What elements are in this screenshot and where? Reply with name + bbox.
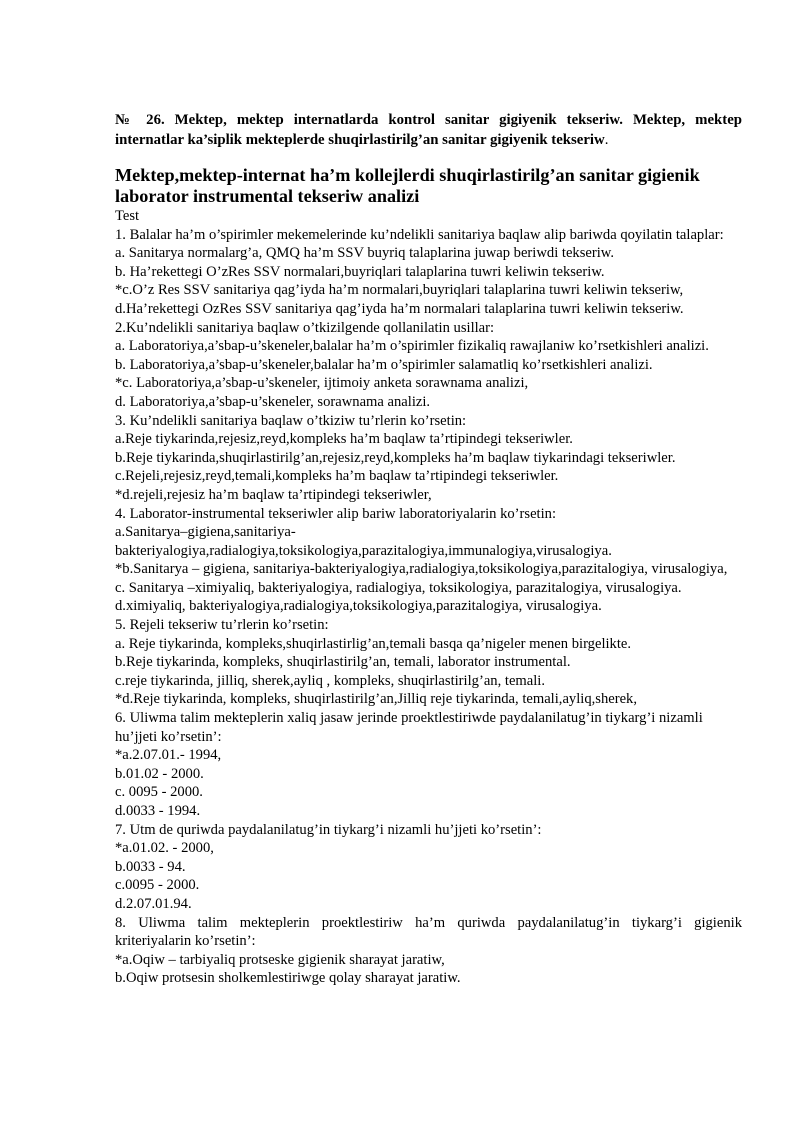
question-7-option-a: *a.01.02. - 2000,: [115, 840, 214, 857]
question-1-option-c: *c.O’z Res SSV sanitariya qag’iyda ha’m normalari,buyriqlari talaplarina tuwri keliwin tekseriw,: [115, 282, 684, 299]
section-heading-text: № 26. Mektep, mektep internatlarda kontrol sanitar gigiyenik tekseriw. Mektep, mektep internatlar ka’siplik mekteplerde shuqirlastirilg’an sanitar gigiyenik tekseriw: [115, 112, 742, 148]
section-heading-end: .: [604, 131, 609, 148]
question-2: 2.Ku’ndelikli sanitariya baqlaw o’tkizilgende qollanilatin usillar:: [115, 319, 495, 336]
document-page: [115, 111, 742, 988]
question-5: 5. Rejeli tekseriw tu’rlerin ko’rsetin:: [115, 617, 329, 634]
question-4-option-d: d.ximiyaliq, bakteriyalogiya,radialogiya,toksikologiya,parazitalogiya, virusalogiya.: [115, 598, 602, 615]
test-question-list: [115, 226, 742, 988]
question-3-option-c: c.Rejeli,rejesiz,reyd,temali,kompleks ha’m baqlaw ta’rtipindegi tekseriwler.: [115, 468, 559, 485]
section-heading: [115, 111, 742, 150]
question-6-option-a: *a.2.07.01.- 1994,: [115, 747, 222, 764]
question-6: 6. Uliwma talim mekteplerin xaliq jasaw jerinde proektlestiriwde paydalanilatug’in tiykarg’i nizamli hu’jjeti ko’rsetin’:: [115, 710, 703, 745]
question-8: 8. Uliwma talim mekteplerin proektlestiriw ha’m quriwda paydalanilatug’in tiykarg’i gigienik kriteriyalarin ko’rsetin’:: [115, 914, 742, 950]
question-3-option-b: b.Reje tiykarinda,shuqirlastirilg’an,rejesiz,reyd,kompleks ha’m baqlaw tiykarindagi tekseriwler.: [115, 449, 676, 466]
question-3-option-d: *d.rejeli,rejesiz ha’m baqlaw ta’rtipindegi tekseriwler,: [115, 486, 432, 503]
question-5-option-a: a. Reje tiykarinda, kompleks,shuqirlastirlig’an,temali basqa qa’nigeler menen birgelikte.: [115, 635, 632, 652]
question-5-option-b: b.Reje tiykarinda, kompleks, shuqirlastirilg’an, temali, laborator instrumental.: [115, 654, 571, 671]
question-7-option-d: d.2.07.01.94.: [115, 895, 192, 912]
question-6-option-c: c. 0095 - 2000.: [115, 784, 203, 801]
question-3-option-a: a.Reje tiykarinda,rejesiz,reyd,kompleks ha’m baqlaw ta’rtipindegi tekseriwler.: [115, 431, 573, 448]
question-5-option-d: *d.Reje tiykarinda, kompleks, shuqirlastirilg’an,Jilliq reje tiykarinda, temali,ayliq,sherek,: [115, 691, 638, 708]
question-2-option-c: *c. Laboratoriya,a’sbap-u’skeneler, ijtimoiy anketa sorawnama analizi,: [115, 375, 529, 392]
question-4-option-c: c. Sanitarya –ximiyaliq, bakteriyalogiya, radialogiya, toksikologiya, parazitalogiya, virusalogiya.: [115, 579, 682, 596]
question-3: 3. Ku’ndelikli sanitariya baqlaw o’tkiziw tu’rlerin ko’rsetin:: [115, 412, 467, 429]
question-6-option-b: b.01.02 - 2000.: [115, 765, 204, 782]
question-2-option-d: d. Laboratoriya,a’sbap-u’skeneler, sorawnama analizi.: [115, 393, 431, 410]
question-6-option-d: d.0033 - 1994.: [115, 803, 201, 819]
question-1: 1. Balalar ha’m o’spirimler mekemelerinde ku’ndelikli sanitariya baqlaw alip bariwda qoyilatin talaplar:: [115, 226, 724, 243]
question-5-option-c: c.reje tiykarinda, jilliq, sherek,ayliq , kompleks, shuqirlastirilg’an, temali.: [115, 672, 546, 689]
question-1-option-a: a. Sanitarya normalarg’a, QMQ ha’m SSV buyriq talaplarina juwap beriwdi tekseriw.: [115, 245, 615, 262]
question-7-option-c: c.0095 - 2000.: [115, 877, 200, 894]
question-1-option-b: b. Ha’rekettegi O’zRes SSV normalari,buyriqlari talaplarina tuwri keliwin tekseriw.: [115, 263, 605, 280]
question-4-option-a-cont: bakteriyalogiya,radialogiya,toksikologiya,parazitalogiya,immunalogiya,virusalogiya.: [115, 542, 612, 559]
question-8-option-a: *a.Oqiw – tarbiyaliq protseske gigienik sharayat jaratiw,: [115, 951, 445, 968]
question-7: 7. Utm de quriwda paydalanilatug’in tiykarg’i nizamli hu’jjeti ko’rsetin’:: [115, 821, 542, 838]
question-4: 4. Laborator-instrumental tekseriwler alip bariw laboratoriyalarin ko’rsetin:: [115, 505, 557, 522]
question-8-option-b: b.Oqiw protsesin sholkemlestiriwge qolay sharayat jaratiw.: [115, 970, 461, 987]
question-4-option-a: a.Sanitarya–gigiena,sanitariya-: [115, 524, 296, 541]
question-2-option-b: b. Laboratoriya,a’sbap-u’skeneler,balalar ha’m o’spirimler salamatliq ko’rsetkishleri analizi.: [115, 356, 653, 373]
question-1-option-d: d.Ha’rekettegi OzRes SSV sanitariya qag’iyda ha’m normalari talaplarina tuwri keliwin tekseriw.: [115, 300, 684, 317]
question-2-option-a: a. Laboratoriya,a’sbap-u’skeneler,balalar ha’m o’spirimler fizikaliq rawajlaniw ko’rsetkishleri analizi.: [115, 338, 709, 355]
test-label: Test: [115, 208, 140, 224]
question-7-option-b: b.0033 - 94.: [115, 858, 186, 875]
document-title: Mektep,mektep-internat ha’m kollejlerdi shuqirlastirilg’an sanitar gigienik laborator instrumental tekseriw analizi: [115, 165, 700, 206]
question-4-option-b: *b.Sanitarya – gigiena, sanitariya-bakteriyalogiya,radialogiya,toksikologiya,parazitalogiya, virusalogiya,: [115, 561, 728, 578]
